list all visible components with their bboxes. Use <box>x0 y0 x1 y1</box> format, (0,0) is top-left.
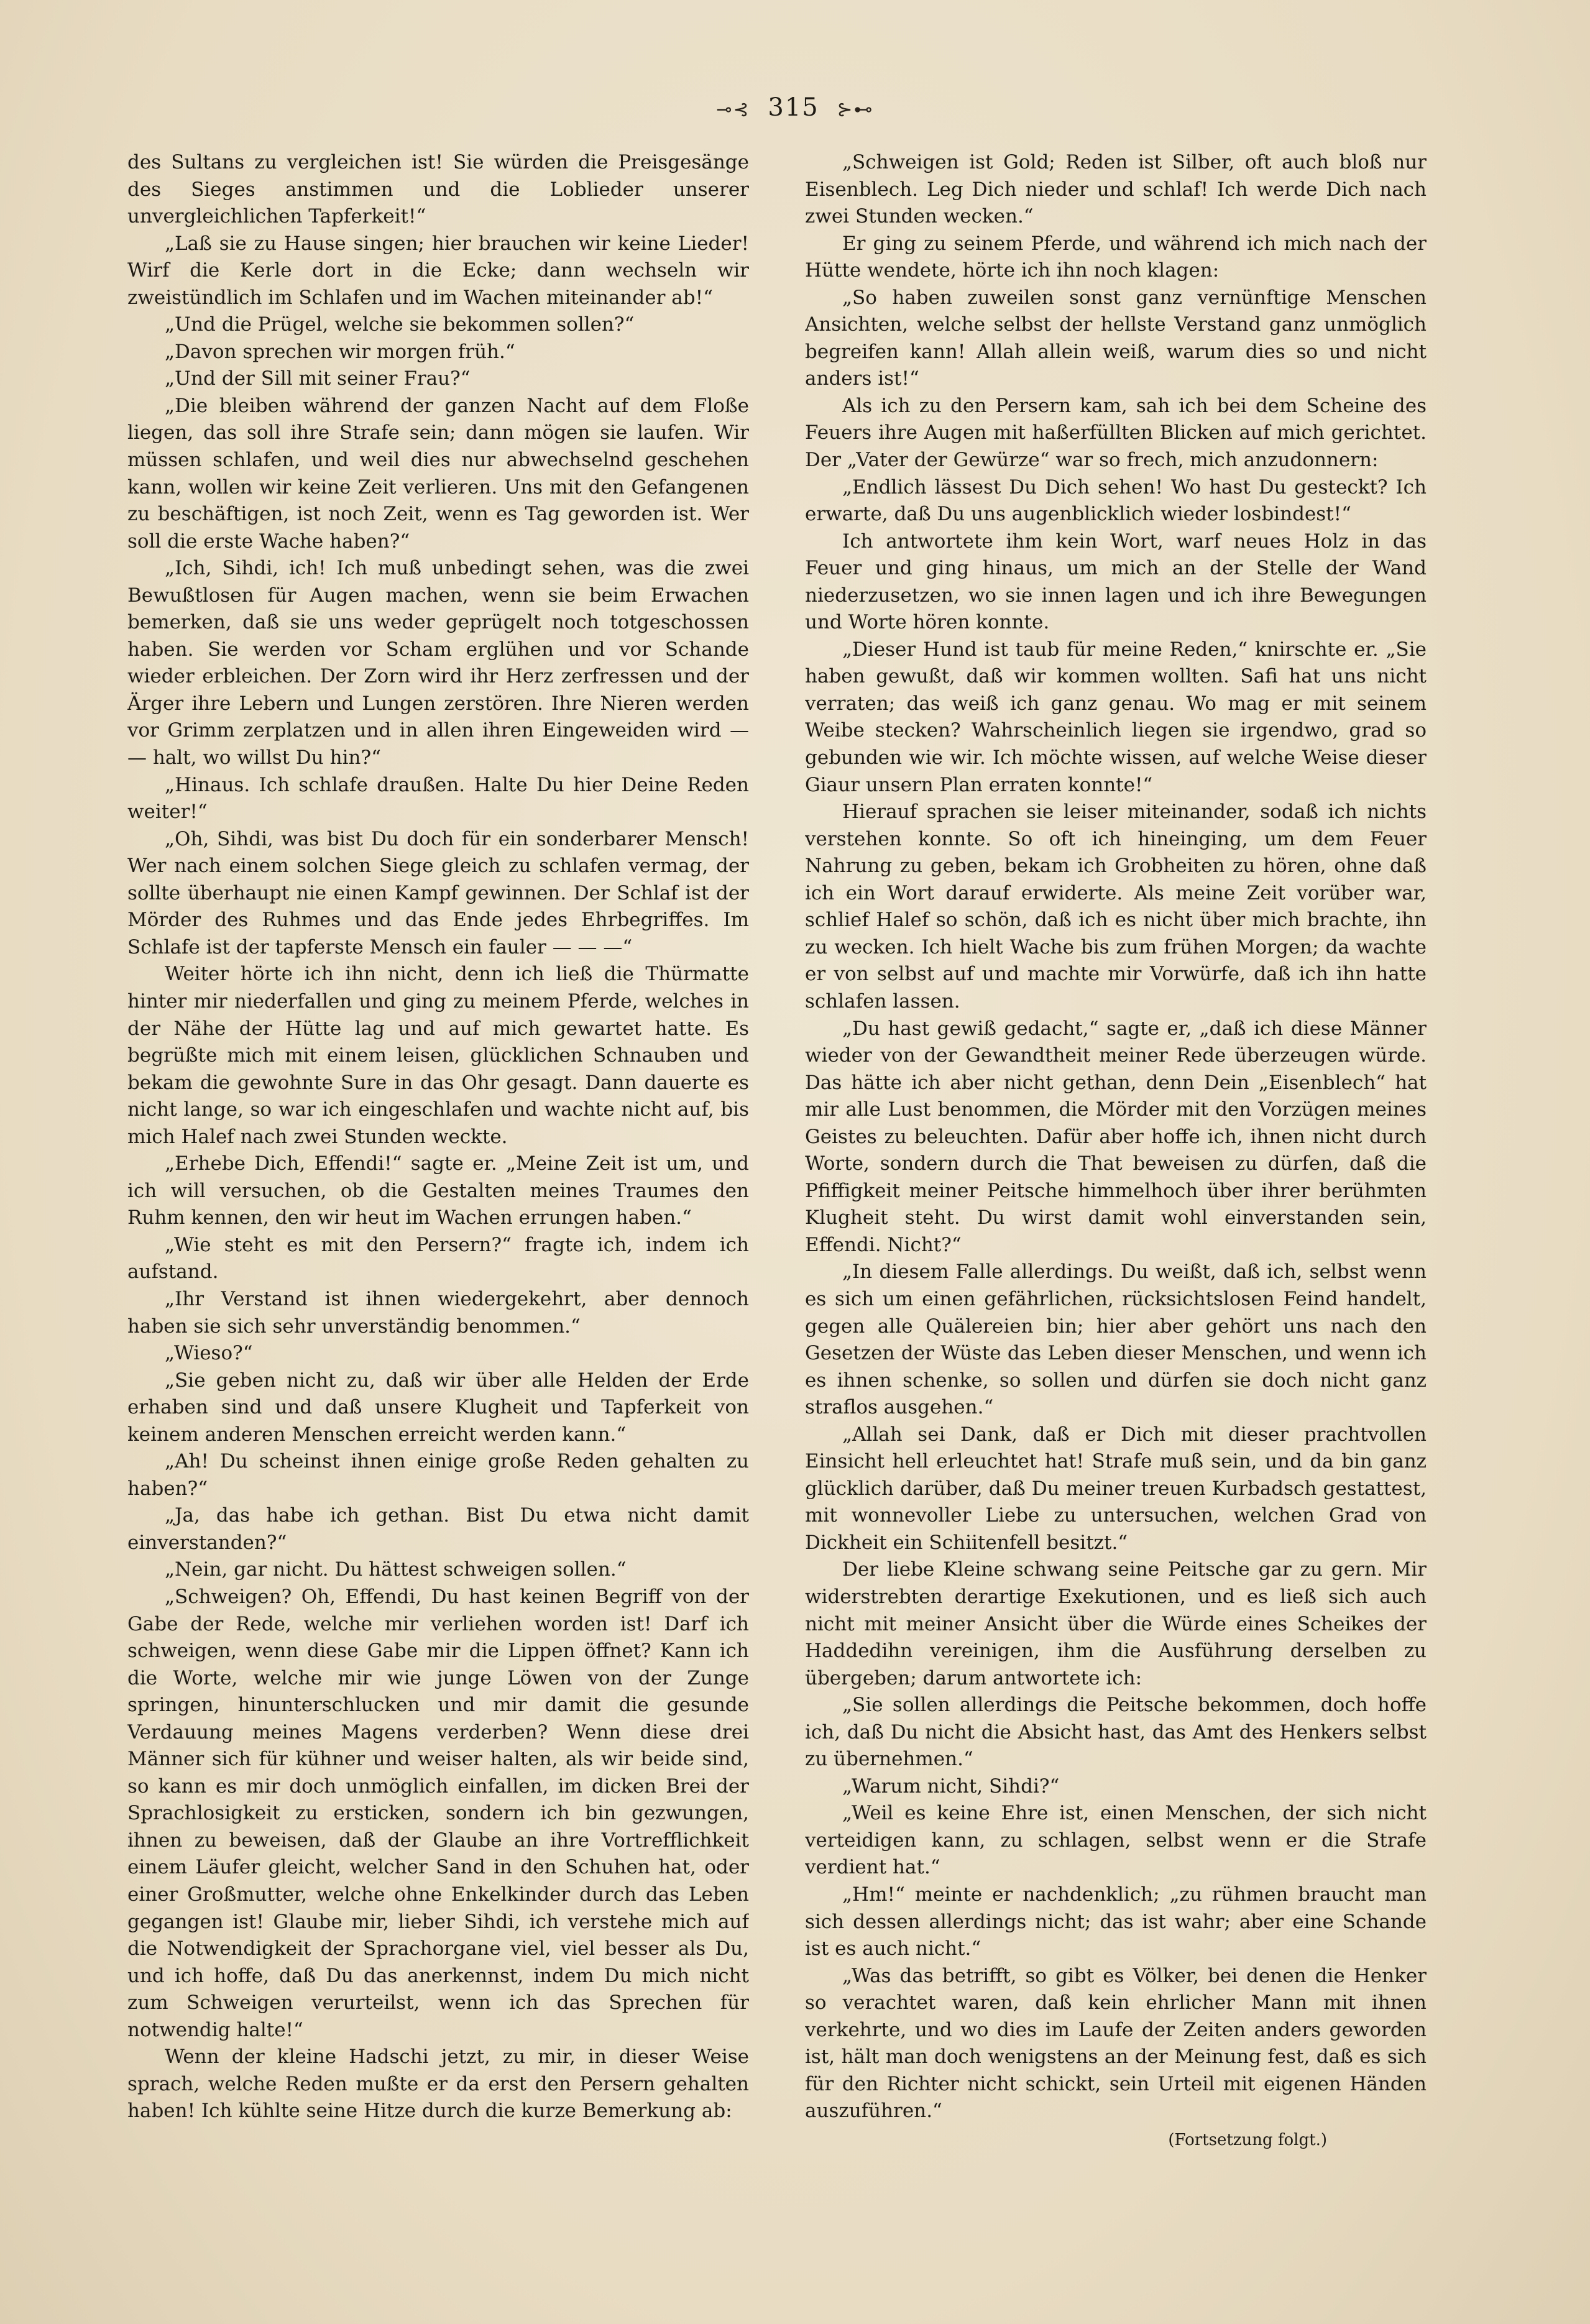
paragraph: Der liebe Kleine schwang seine Peitsche gar zu gern. Mir widerstrebten derartige Exekutionen, und es ließ sich auch nicht mit meiner Ansicht über die Würde eines Scheikes der Haddedihn vereinigen, ihm die Ausführung derselben zu übergeben; darum antwortete ich: <box>805 1558 1427 1689</box>
paragraph: „Dieser Hund ist taub für meine Reden,“ knirschte er. „Sie haben gewußt, daß wir kommen wollten. Safi hat uns nicht verraten; das weiß ich ganz genau. Wo mag er mit seinem Weibe stecken? Wahrscheinlich liegen sie irgendwo, grad so gebunden wie wir. Ich möchte wissen, auf welche Weise dieser Giaur unsern Plan erraten konnte!“ <box>805 638 1427 796</box>
paragraph: „Du hast gewiß gedacht,“ sagte er, „daß ich diese Männer wieder von der Gewandtheit meiner Rede überzeugen würde. Das hätte ich aber nicht gethan, denn Dein „Eisenblech“ hat mir alle Lust benommen, die Mörder mit den Vorzügen meines Geistes zu beleuchten. Dafür aber hoffe ich, ihnen nicht durch Worte, sondern durch die That beweisen zu dürfen, daß die Pfiffigkeit meiner Peitsche himmelhoch über ihrer berühmten Klugheit steht. Du wirst damit wohl einverstanden sein, Effendi. Nicht?“ <box>805 1017 1427 1256</box>
paragraph: des Sultans zu vergleichen ist! Sie würden die Preisgesänge des Sieges anstimmen und die Loblieder unserer unvergleichlichen Tapferkeit!“ <box>127 151 749 228</box>
paragraph: „Wie steht es mit den Persern?“ fragte ich, indem ich aufstand. <box>127 1233 749 1284</box>
paragraph: „Davon sprechen wir morgen früh.“ <box>165 340 515 363</box>
paragraph: „Warum nicht, Sihdi?“ <box>842 1775 1060 1798</box>
right-text-column <box>805 149 1427 2157</box>
paragraph: Als ich zu den Persern kam, sah ich bei dem Scheine des Feuers ihre Augen mit haßerfüllten Blicken auf mich gerichtet. Der „Vater der Gewürze“ war so frech, mich anzudonnern: <box>805 394 1427 472</box>
left-text-column <box>127 149 749 2157</box>
paragraph: „Schweigen? Oh, Effendi, Du hast keinen Begriff von der Gabe der Rede, welche mir verliehen worden ist! Darf ich schweigen, wenn diese Gabe mir die Lippen öffnet? Kann ich die Worte, welche mir wie junge Löwen von der Zunge springen, hinunterschlucken und mir damit die gesunde Verdauung meines Magens verderben? Wenn diese drei Männer sich für kühner und weiser halten, als wir beide sind, so kann es mir doch unmöglich einfallen, im dicken Brei der Sprachlosigkeit zu ersticken, sondern ich bin gezwungen, ihnen zu beweisen, daß der Glaube an ihre Vortrefflichkeit einem Läufer gleicht, welcher Sand in den Schuhen hat, oder einer Großmutter, welche ohne Enkelkinder durch das Leben gegangen ist! Glaube mir, lieber Sihdi, ich verstehe mich auf die Notwendigkeit der Sprachorgane viel, viel besser als Du, und ich hoffe, daß Du das anerkennst, indem Du mich nicht zum Schweigen verurteilst, wenn ich das Sprechen für notwendig halte!“ <box>127 1585 749 2041</box>
paragraph: „Was das betrifft, so gibt es Völker, bei denen die Henker so verachtet waren, daß kein ehrlicher Mann mit ihnen verkehrte, und wo dies im Laufe der Zeiten anders geworden ist, hält man doch wenigstens an der Meinung fest, daß es sich für den Richter nicht schickt, sein Urteil mit eigenen Händen auszuführen.“ <box>805 1964 1427 2123</box>
paragraph: „Ich, Sihdi, ich! Ich muß unbedingt sehen, was die zwei Bewußtlosen für Augen machen, wenn sie beim Erwachen bemerken, daß sie uns weder geprügelt noch totgeschossen haben. Sie werden vor Scham erglühen und vor Schande wieder erbleichen. Der Zorn wird ihr Herz zerfressen und der Ärger ihre Lebern und Lungen zerstören. Ihre Nieren werden vor Grimm zerplatzen und in allen ihren Eingeweiden wird — — halt, wo willst Du hin?“ <box>127 557 749 769</box>
ornament-left-icon: ⊸⊰ <box>716 98 750 121</box>
paragraph: „Weil es keine Ehre ist, einen Menschen, der sich nicht verteidigen kann, zu schlagen, selbst wenn er die Strafe verdient hat.“ <box>805 1802 1427 1879</box>
paragraph: „Hinaus. Ich schlafe draußen. Halte Du hier Deine Reden weiter!“ <box>127 773 749 824</box>
paragraph: „In diesem Falle allerdings. Du weißt, daß ich, selbst wenn es sich um einen gefährlichen, rücksichtslosen Feind handelt, gegen alle Quälereien bin; hier aber gehört uns nach den Gesetzen der Wüste das Leben dieser Menschen, und wenn ich es ihnen schenke, so sollen und dürfen sie doch nicht ganz straflos ausgehen.“ <box>805 1261 1427 1419</box>
paragraph: „So haben zuweilen sonst ganz vernünftige Menschen Ansichten, welche selbst der hellste Verstand ganz unmöglich begreifen kann! Allah allein weiß, warum dies so und nicht anders ist!“ <box>805 286 1427 390</box>
paragraph: „Nein, gar nicht. Du hättest schweigen sollen.“ <box>165 1558 627 1581</box>
paragraph: „Erhebe Dich, Effendi!“ sagte er. „Meine Zeit ist um, und ich will versuchen, ob die Gestalten meines Traumes den Ruhm kennen, den wir heut im Wachen errungen haben.“ <box>127 1152 749 1229</box>
paragraph: „Und die Prügel, welche sie bekommen sollen?“ <box>165 313 635 336</box>
paragraph: „Ah! Du scheinst ihnen einige große Reden gehalten zu haben?“ <box>127 1450 749 1500</box>
paragraph: Wenn der kleine Hadschi jetzt, zu mir, in dieser Weise sprach, welche Reden mußte er da erst den Persern gehalten haben! Ich kühlte seine Hitze durch die kurze Bemerkung ab: <box>127 2046 749 2123</box>
continuation-note: (Fortsetzung folgt.) <box>1168 2130 1327 2149</box>
page-number: 315 <box>768 93 819 122</box>
paragraph: „Allah sei Dank, daß er Dich mit dieser prachtvollen Einsicht hell erleuchtet hat! Strafe muß sein, und da bin ganz glücklich darüber, daß Du meiner treuen Kurbadsch gestattest, mit wonnevoller Liebe zu untersuchen, welchen Grad von Dickheit ein Schiitenfell besitzt.“ <box>805 1423 1427 1554</box>
paragraph: „Sie geben nicht zu, daß wir über alle Helden der Erde erhaben sind und daß unsere Klugheit und Tapferkeit von keinem anderen Menschen erreicht werden kann.“ <box>127 1369 749 1446</box>
page-header <box>0 93 1590 122</box>
paragraph: „Endlich lässest Du Dich sehen! Wo hast Du gesteckt? Ich erwarte, daß Du uns augenblicklich wieder losbindest!“ <box>805 475 1427 526</box>
paragraph: „Ihr Verstand ist ihnen wiedergekehrt, aber dennoch haben sie sich sehr unverständig benommen.“ <box>127 1287 749 1338</box>
paragraph: Weiter hörte ich ihn nicht, denn ich ließ die Thürmatte hinter mir niederfallen und ging zu meinem Pferde, welches in der Nähe der Hütte lag und auf mich gewartet hatte. Es begrüßte mich mit einem leisen, glücklichen Schnauben und bekam die gewohnte Sure in das Ohr gesagt. Dann dauerte es nicht lange, so war ich eingeschlafen und wachte nicht auf, bis mich Halef nach zwei Stunden weckte. <box>127 963 749 1148</box>
paragraph: „Ja, das habe ich gethan. Bist Du etwa nicht damit einverstanden?“ <box>127 1504 749 1554</box>
paragraph: „Die bleiben während der ganzen Nacht auf dem Floße liegen, das soll ihre Strafe sein; dann mögen sie laufen. Wir müssen schlafen, und weil dies nur abwechselnd geschehen kann, wollen wir keine Zeit verlieren. Uns mit den Gefangenen zu beschäftigen, ist noch Zeit, wenn es Tag geworden ist. Wer soll die erste Wache haben?“ <box>127 394 749 553</box>
paragraph: „Hm!“ meinte er nachdenklich; „zu rühmen braucht man sich dessen allerdings nicht; das ist wahr; aber eine Schande ist es auch nicht.“ <box>805 1883 1427 1960</box>
paragraph: Er ging zu seinem Pferde, und während ich mich nach der Hütte wendete, hörte ich ihn noch klagen: <box>805 232 1427 282</box>
ornament-right-icon: ⊱⊷ <box>837 98 874 121</box>
paragraph: „Und der Sill mit seiner Frau?“ <box>165 367 471 390</box>
paragraph: „Laß sie zu Hause singen; hier brauchen wir keine Lieder! Wirf die Kerle dort in die Ecke; dann wechseln wir zweistündlich im Schlafen und im Wachen miteinander ab!“ <box>127 232 749 309</box>
paragraph: Hierauf sprachen sie leiser miteinander, sodaß ich nichts verstehen konnte. So oft ich hineinging, um dem Feuer Nahrung zu geben, bekam ich Grobheiten zu hören, ohne daß ich ein Wort darauf erwiderte. Als meine Zeit vorüber war, schlief Halef so schön, daß ich es nicht über mich brachte, ihn zu wecken. Ich hielt Wache bis zum frühen Morgen; da wachte er von selbst auf und machte mir Vorwürfe, daß ich ihn hatte schlafen lassen. <box>805 801 1427 1013</box>
paragraph: Ich antwortete ihm kein Wort, warf neues Holz in das Feuer und ging hinaus, um mich an der Stelle der Wand niederzusetzen, wo sie innen lagen und ich ihre Bewegungen und Worte hören konnte. <box>805 530 1427 634</box>
paragraph: „Wieso?“ <box>165 1342 253 1365</box>
paragraph: „Oh, Sihdi, was bist Du doch für ein sonderbarer Mensch! Wer nach einem solchen Siege gleich zu schlafen vermag, der sollte überhaupt nie einen Kampf gewinnen. Der Schlaf ist der Mörder des Ruhmes und das Ende jedes Ehrbegriffes. Im Schlafe ist der tapferste Mensch ein fauler — — —“ <box>127 827 749 958</box>
paragraph: „Sie sollen allerdings die Peitsche bekommen, doch hoffe ich, daß Du nicht die Absicht hast, das Amt des Henkers selbst zu übernehmen.“ <box>805 1694 1427 1771</box>
paragraph: „Schweigen ist Gold; Reden ist Silber, oft auch bloß nur Eisenblech. Leg Dich nieder und schlaf! Ich werde Dich nach zwei Stunden wecken.“ <box>805 151 1427 228</box>
